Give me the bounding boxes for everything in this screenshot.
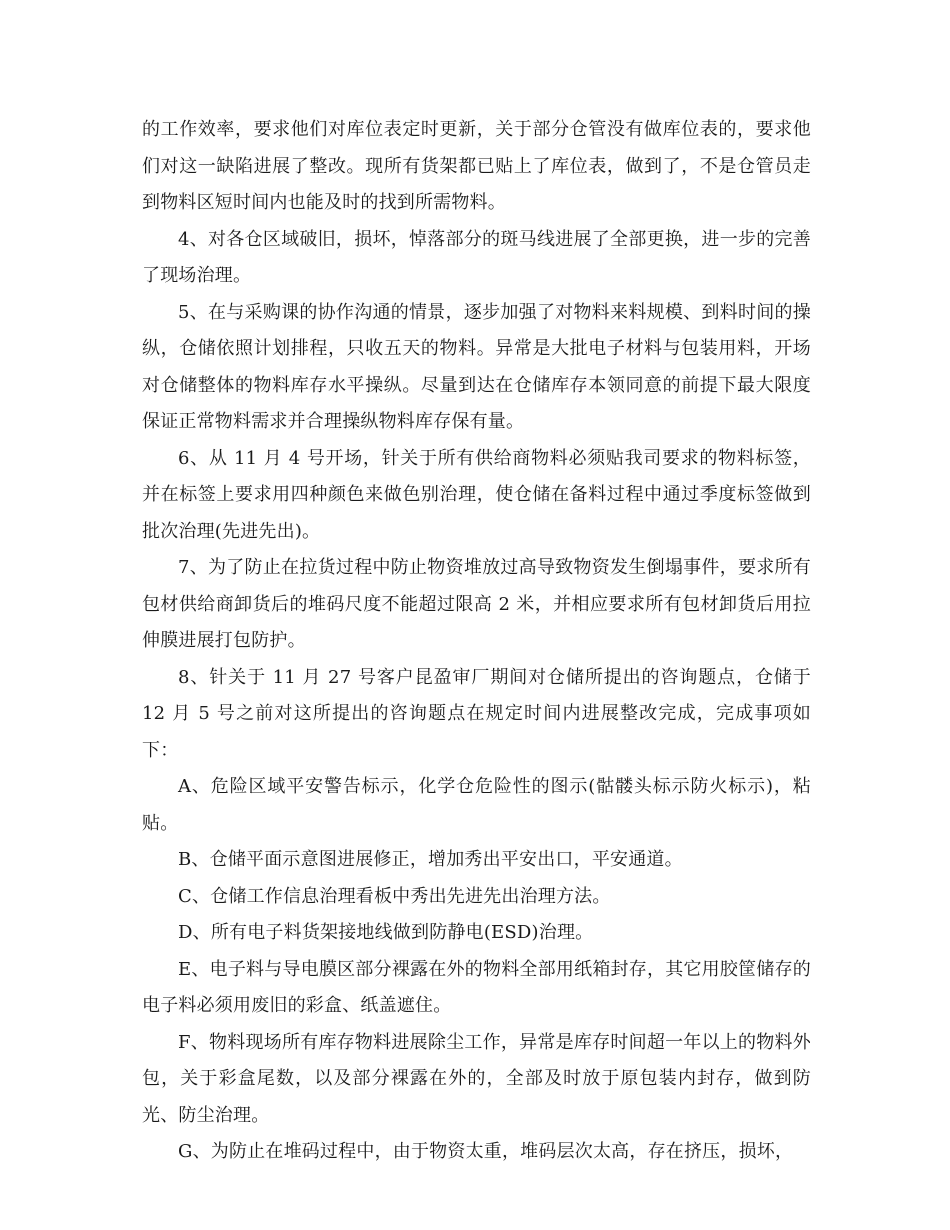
paragraph-continuation: 的工作效率，要求他们对库位表定时更新，关于部分仓管没有做库位表的，要求他们对这一缺陷进展了整改。现所有货架都已贴上了库位表，做到了，不是仓管员走到物料区短时间内也能及时的找到所需物料。	[142, 119, 811, 213]
paragraph-item-7: 7、为了防止在拉货过程中防止物资堆放过高导致物资发生倒塌事件，要求所有包材供给商卸货后的堆码尺度不能超过限高 2 米，并相应要求所有包材卸货后用拉伸膜进展打包防护。	[142, 557, 811, 651]
paragraph-sub-g: G、为防止在堆码过程中，由于物资太重，堆码层次太高，存在挤压，损坏，	[178, 1141, 794, 1162]
paragraph-item-6: 6、从 11 月 4 号开场，针关于所有供给商物料必须贴我司要求的物料标签，并在标签上要求用四种颜色来做色别治理，使仓储在备料过程中通过季度标签做到批次治理(先进先出)。	[142, 447, 811, 542]
paragraph-sub-e: E、电子料与导电膜区部分裸露在外的物料全部用纸箱封存，其它用胶筐储存的电子料必须用废旧的彩盒、纸盖遮住。	[142, 958, 811, 1016]
paragraph-sub-d: D、所有电子料货架接地线做到防静电(ESD)治理。	[178, 922, 594, 943]
paragraph-item-8: 8、针关于 11 月 27 号客户昆盈审厂期间对仓储所提出的咨询题点，仓储于 12 月 5 号之前对这所提出的咨询题点在规定时间内进展整改完成，完成事项如下：	[142, 666, 811, 761]
paragraph-sub-b: B、仓储平面示意图进展修正，增加秀出平安出口，平安通道。	[178, 849, 683, 870]
document-body	[142, 112, 811, 1171]
paragraph-sub-a: A、危险区域平安警告标示，化学仓危险性的图示(骷髅头标示防火标示)，粘贴。	[142, 776, 811, 834]
paragraph-sub-c: C、仓储工作信息治理看板中秀出先进先出治理方法。	[178, 885, 611, 907]
paragraph-sub-f: F、物料现场所有库存物料进展除尘工作，异常是库存时间超一年以上的物料外包，关于彩盒尾数，以及部分裸露在外的，全部及时放于原包装内封存，做到防光、防尘治理。	[142, 1031, 811, 1126]
paragraph-item-5: 5、在与采购课的协作沟通的情景，逐步加强了对物料来料规模、到料时间的操纵，仓储依照计划排程，只收五天的物料。异常是大批电子材料与包装用料，开场对仓储整体的物料库存水平操纵。尽量到达在仓储库存本领同意的前提下最大限度保证正常物料需求并合理操纵物料库存保有量。	[142, 301, 811, 432]
paragraph-item-4: 4、对各仓区域破旧，损坏，悼落部分的斑马线进展了全部更换，进一步的完善了现场治理。	[142, 228, 811, 286]
